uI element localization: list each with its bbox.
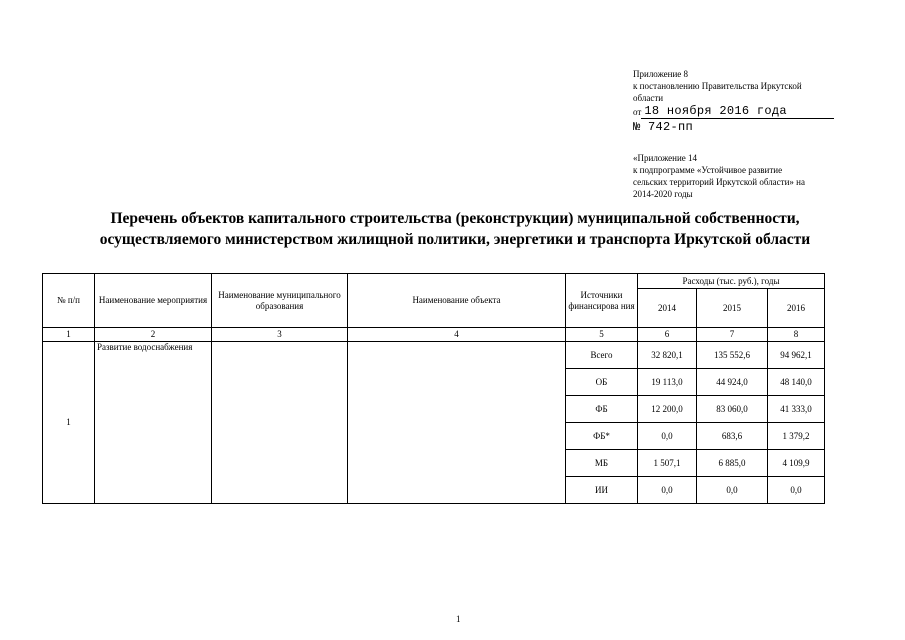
value-2014: 19 113,0 (638, 369, 697, 396)
value-2015: 83 060,0 (697, 396, 768, 423)
col-number: 7 (697, 328, 768, 342)
col-number: 5 (566, 328, 638, 342)
subprogram-appendix-block (633, 152, 863, 200)
title-line-2: осуществляемого министерством жилищной политики, энергетики и транспорта Иркутской области (99, 231, 811, 248)
date-prefix: от (633, 107, 642, 117)
page-title (40, 208, 870, 250)
municipality-name (212, 342, 348, 504)
col-number: 2 (95, 328, 212, 342)
date-value: 18 ноября 2016 года (641, 104, 834, 119)
source-name: ИИ (566, 477, 638, 504)
col-number: 3 (212, 328, 348, 342)
value-2016: 41 333,0 (768, 396, 825, 423)
header-event: Наименование мероприятия (95, 274, 212, 328)
objects-table (42, 273, 825, 504)
value-2015: 6 885,0 (697, 450, 768, 477)
decree-number: № 742-пп (633, 120, 694, 134)
row-number: 1 (43, 342, 95, 504)
value-2014: 0,0 (638, 477, 697, 504)
title-line-1: Перечень объектов капитального строительства (реконструкции) муниципальной собственности, (110, 210, 800, 227)
header-year-2014: 2014 (638, 289, 697, 328)
value-2015: 683,6 (697, 423, 768, 450)
object-name (348, 342, 566, 504)
appendix-line-3: области (633, 93, 664, 103)
source-name: Всего (566, 342, 638, 369)
header-object: Наименование объекта (348, 274, 566, 328)
value-2015: 44 924,0 (697, 369, 768, 396)
table-row (43, 342, 825, 369)
event-name: Развитие водоснабжения (95, 342, 212, 504)
value-2016: 48 140,0 (768, 369, 825, 396)
source-name: ФБ* (566, 423, 638, 450)
value-2016: 1 379,2 (768, 423, 825, 450)
value-2014: 12 200,0 (638, 396, 697, 423)
header-expenses: Расходы (тыс. руб.), годы (638, 274, 825, 289)
value-2015: 135 552,6 (697, 342, 768, 369)
header-num: № п/п (43, 274, 95, 328)
value-2014: 0,0 (638, 423, 697, 450)
appendix-block (633, 68, 863, 135)
source-name: ОБ (566, 369, 638, 396)
header-year-2015: 2015 (697, 289, 768, 328)
value-2016: 94 962,1 (768, 342, 825, 369)
col-number: 1 (43, 328, 95, 342)
source-name: ФБ (566, 396, 638, 423)
value-2016: 0,0 (768, 477, 825, 504)
header-row (43, 274, 825, 289)
appendix2-line-4: 2014-2020 годы (633, 189, 693, 199)
appendix2-line-3: сельских территорий Иркутской области» на (633, 177, 805, 187)
appendix-line-2: к постановлению Правительства Иркутской (633, 81, 802, 91)
header-municipality: Наименование муниципального образования (212, 274, 348, 328)
col-number: 4 (348, 328, 566, 342)
page-number: 1 (456, 614, 461, 624)
appendix-date-row (633, 104, 863, 119)
column-number-row (43, 328, 825, 342)
value-2014: 32 820,1 (638, 342, 697, 369)
appendix-line-1: Приложение 8 (633, 69, 689, 79)
col-number: 6 (638, 328, 697, 342)
col-number: 8 (768, 328, 825, 342)
header-sources: Источники финансирова ния (566, 274, 638, 328)
value-2016: 4 109,9 (768, 450, 825, 477)
value-2014: 1 507,1 (638, 450, 697, 477)
source-name: МБ (566, 450, 638, 477)
appendix2-line-1: «Приложение 14 (633, 153, 698, 163)
value-2015: 0,0 (697, 477, 768, 504)
header-year-2016: 2016 (768, 289, 825, 328)
appendix2-line-2: к подпрограмме «Устойчивое развитие (633, 165, 783, 175)
